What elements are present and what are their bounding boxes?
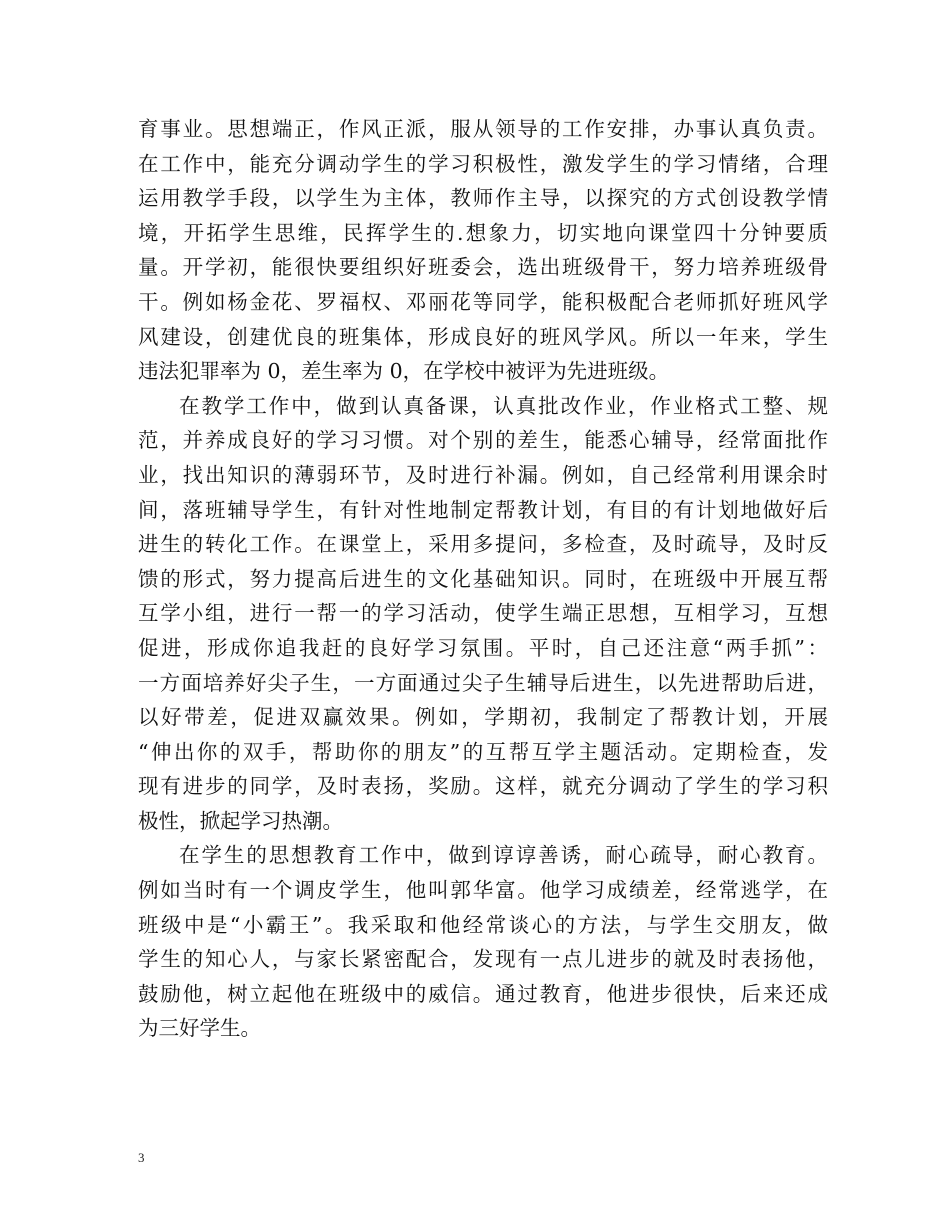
text-line: 现有进步的同学，及时表扬，奖励。这样，就充分调动了学生的学习积 — [138, 774, 828, 799]
text-line: 范，并养成良好的学习习惯。对个别的差生，能悉心辅导，经常面批作 — [138, 428, 828, 453]
body-text — [138, 112, 828, 1046]
text-line: 育事业。思想端正，作风正派，服从领导的工作安排，办事认真负责。 — [138, 117, 828, 141]
text-line: 学生的知心人，与家长紧密配合，发现有一点儿进步的就及时表扬他， — [138, 947, 828, 972]
text-line: 量。开学初，能很快要组织好班委会，选出班级骨干，努力培养班级骨 — [138, 255, 828, 280]
text-line: 在学生的思想教育工作中，做到谆谆善诱，耐心疏导，耐心教育。 — [179, 843, 828, 868]
text-line: 在工作中，能充分调动学生的学习积极性，激发学生的学习情绪，合理 — [138, 151, 828, 176]
text-line: 促进，形成你追我赶的良好学习氛围。平时，自己还注意“两手抓”： — [138, 635, 828, 660]
text-line: “伸出你的双手，帮助你的朋友”的互帮互学主题活动。定期检查，发 — [138, 739, 828, 764]
text-line: 极性，掀起学习热潮。 — [138, 808, 343, 833]
text-line: 互学小组，进行一帮一的学习活动，使学生端正思想，互相学习，互想 — [138, 601, 828, 626]
text-line: 鼓励他，树立起他在班级中的威信。通过教育，他进步很快，后来还成 — [138, 981, 828, 1006]
text-line: 境，开拓学生思维，民挥学生的.想象力，切实地向课堂四十分钟要质 — [138, 220, 828, 245]
text-line: 间，落班辅导学生，有针对性地制定帮教计划，有目的有计划地做好后 — [138, 497, 828, 522]
page-number: 3 — [138, 1150, 145, 1165]
text-line: 馈的形式，努力提高后进生的文化基础知识。同时，在班级中开展互帮 — [138, 566, 828, 591]
text-line: 在教学工作中，做到认真备课，认真批改作业，作业格式工整、规 — [179, 393, 828, 418]
text-line: 例如当时有一个调皮学生，他叫郭华富。他学习成绩差，经常逃学，在 — [138, 878, 828, 903]
text-line: 运用教学手段，以学生为主体，教师作主导，以探究的方式创设教学情 — [138, 186, 828, 211]
text-line: 风建设，创建优良的班集体，形成良好的班风学风。所以一年来，学生 — [138, 324, 828, 349]
text-line: 为三好学生。 — [138, 1016, 261, 1041]
text-line: 违法犯罪率为 0，差生率为 0，在学校中被评为先进班级。 — [138, 359, 670, 384]
text-line: 干。例如杨金花、罗福权、邓丽花等同学，能积极配合老师抓好班风学 — [138, 289, 828, 314]
text-line: 班级中是“小霸王”。我采取和他经常谈心的方法，与学生交朋友，做 — [138, 912, 828, 937]
text-line: 一方面培养好尖子生，一方面通过尖子生辅导后进生，以先进帮助后进， — [138, 670, 828, 695]
text-line: 业，找出知识的薄弱环节，及时进行补漏。例如，自己经常利用课余时 — [138, 462, 828, 487]
text-line: 进生的转化工作。在课堂上，采用多提问，多检查，及时疏导，及时反 — [138, 532, 828, 557]
text-line: 以好带差，促进双赢效果。例如，学期初，我制定了帮教计划，开展 — [138, 705, 828, 730]
